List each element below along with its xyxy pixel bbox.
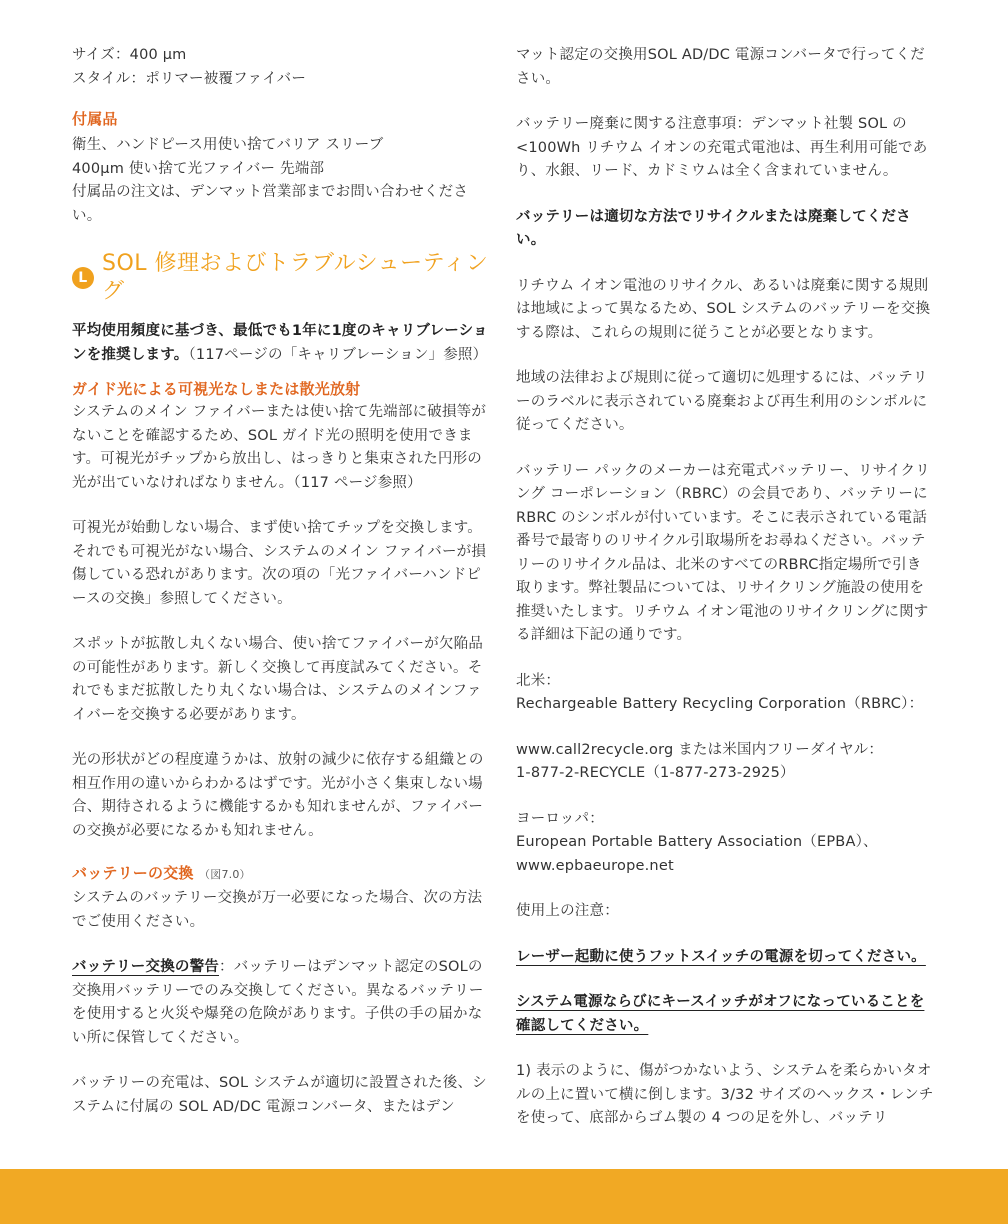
battery-warning-text: ：バッテリーはデンマット認定のSOLの交換用バッテリーでのみ交換してください。異なるバッテリーを使用すると火災や爆発の危険があります。子供の手の届かない所に保管してください。 xyxy=(72,959,484,1046)
left-column xyxy=(72,44,492,1119)
right-column xyxy=(516,44,936,1131)
battery-paragraph: システムのバッテリー交換が万一必要になった場合、次の方法でご使用ください。 xyxy=(72,890,483,930)
guide-light-heading: ガイド光による可視光なしまたは散光放射 xyxy=(72,380,361,398)
recycle-bold-note: バッテリーは適切な方法でリサイクルまたは廃棄してください。 xyxy=(516,208,911,248)
north-america-web: www.call2recycle.org または米国内フリーダイヤル： xyxy=(516,741,884,758)
accessories-note: 付属品の注文は、デンマット営業部までお問い合わせください。 xyxy=(72,184,469,224)
calibration-note xyxy=(72,320,492,367)
recycle-paragraph: バッテリー パックのメーカーは充電式バッテリー、リサイクリング コーポレーション（RBRC）の会員であり、バッテリーにRBRC のシンボルが付いています。そこに表示されている電話番号で最寄りのリサイクル引取場所をお尋ねください。バッテリーのリサイクル品は、北米のすべてのRBRC指定場所で引き取ります。弊社製品については、リサイクリング施設の使用を推奨いたします。リチウム イオン電池のリサイクリングに関する詳細は下記の通りです。 xyxy=(516,462,930,643)
accessories-item: 衛生、ハンドピース用使い捨てバリア スリーブ xyxy=(72,137,384,153)
usage-caution-label: 使用上の注意： xyxy=(516,903,619,919)
battery-warning-label: バッテリー交換の警告 xyxy=(72,959,219,975)
europe-label: ヨーロッパ： xyxy=(516,810,604,827)
guide-paragraph: 光の形状がどの程度違うかは、放射の減少に依存する組織との相互作用の違いからわかるはずです。光が小さく集束しない場合、期待されるように機能するかも知れませんが、ファイバーの交換が必要になるかも知れません。 xyxy=(72,752,484,839)
section-title xyxy=(72,250,492,306)
recycle-paragraph: リチウム イオン電池のリサイクル、あるいは廃棄に関する規則は地域によって異なるため、SOL システムのバッテリーを交換する際は、これらの規則に従うことが必要となります。 xyxy=(516,277,931,341)
guide-paragraph: 可視光が始動しない場合、まず使い捨てチップを交換します。それでも可視光がない場合、システムのメイン ファイバーが損傷している恐れがあります。次の項の「光ファイバーハンドピースの交換」参照してください。 xyxy=(72,520,487,607)
guide-paragraph: システムのメイン ファイバーまたは使い捨て先端部に破損等がないことを確認するため、SOL ガイド光の照明を使用できます。可視光がチップから放出し、はっきりと集束された円形の光が出ていなければなりません。（117 ページ参照） xyxy=(72,404,487,491)
step-1-paragraph: 1) 表示のように、傷がつかないよう、システムを柔らかいタオルの上に置いて横に倒します。3/32 サイズのヘックス・レンチを使って、底部からゴム製の 4 つの足を外し、バッテリ xyxy=(516,1063,934,1126)
charge-continued: マット認定の交換用SOL AD/DC 電源コンバータで行ってください。 xyxy=(516,47,925,87)
battery-charge-paragraph: バッテリーの充電は、SOL システムが適切に設置された後、システムに付属の SOL AD/DC 電源コンバータ、またはデン xyxy=(72,1075,487,1115)
north-america-phone: 1-877-2-RECYCLE（1-877-273-2925） xyxy=(516,765,795,781)
europe-org: European Portable Battery Association（EPBA）、 xyxy=(516,834,878,850)
caution-footswitch: レーザー起動に使うフットスイッチの電源を切ってください。 xyxy=(516,948,926,965)
spec-size: サイズ：400 μm xyxy=(72,47,187,63)
recycle-paragraph: 地域の法律および規則に従って適切に処理するには、バッテリーのラベルに表示されている廃棄および再生利用のシンボルに従ってください。 xyxy=(516,370,928,433)
battery-figure-ref: （図7.0） xyxy=(199,868,251,881)
section-title-text: SOL 修理およびトラブルシューティング xyxy=(102,251,489,304)
battery-heading xyxy=(72,861,492,887)
disposal-note: バッテリー廃棄に関する注意事項：デンマット社製 SOL の<100Wh リチウム イオンの充電式電池は、再生利用可能であり、水銀、リード、カドミウムは全く含まれていません。 xyxy=(516,116,928,179)
spec-style: スタイル：ポリマー被覆ファイバー xyxy=(72,70,307,87)
footer-bar xyxy=(0,1169,1008,1224)
guide-paragraph: スポットが拡散し丸くない場合、使い捨てファイバーが欠陥品の可能性があります。新しく交換して再度試みてください。それでもまだ拡散したり丸くない場合は、システムのメインファイバーを交換する必要があります。 xyxy=(72,636,484,723)
caution-keyswitch: システム電源ならびにキースイッチがオフになっていることを確認してください。 xyxy=(516,994,925,1034)
section-l-badge-icon: L xyxy=(72,267,94,289)
battery-heading-text: バッテリーの交換 xyxy=(72,864,194,882)
north-america-org: Rechargeable Battery Recycling Corporation（RBRC）： xyxy=(516,696,924,712)
accessories-heading: 付属品 xyxy=(72,110,118,128)
europe-web: www.epbaeurope.net xyxy=(516,857,674,874)
north-america-label: 北米： xyxy=(516,672,561,689)
battery-warning xyxy=(72,956,492,1050)
calibration-bold: 平均使用頻度に基づき、最低でも1年に1度のキャリブレーションを推奨します。 xyxy=(72,323,488,363)
accessories-item: 400μm 使い捨て光ファイバー 先端部 xyxy=(72,160,325,177)
calibration-ref: （117ページの「キャリブレーション」参照） xyxy=(188,346,488,363)
